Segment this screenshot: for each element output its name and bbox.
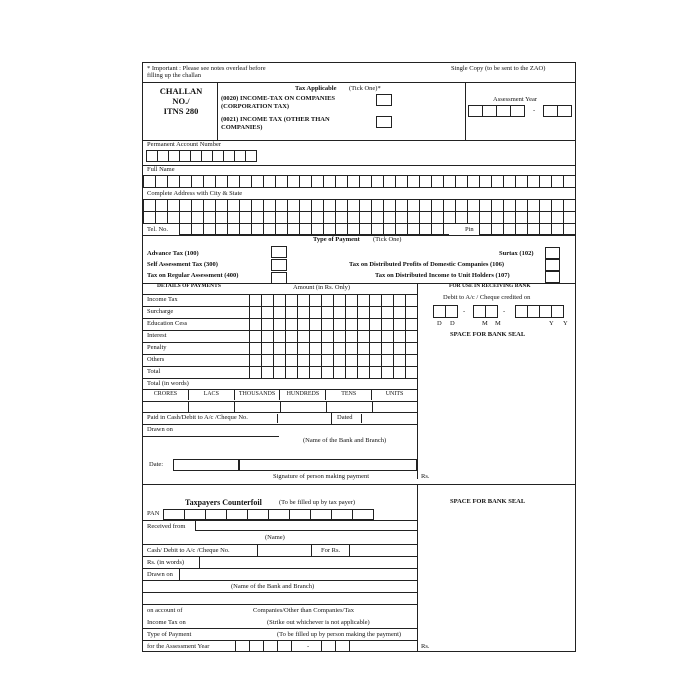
row-others: Others bbox=[147, 356, 165, 363]
row-total-in-words: Total (in words) bbox=[147, 380, 189, 387]
dated-label: Dated bbox=[337, 414, 353, 421]
pan-label: Permanent Account Number bbox=[147, 141, 222, 148]
advance-tax-checkbox[interactable] bbox=[271, 246, 287, 258]
dated-field[interactable] bbox=[361, 414, 417, 423]
rs-label: Rs. bbox=[421, 473, 430, 480]
counterfoil-pan-label: PAN bbox=[147, 510, 160, 517]
counterfoil-bank-seal: SPACE FOR BANK SEAL bbox=[450, 498, 526, 505]
distributed-income-checkbox[interactable] bbox=[545, 271, 560, 283]
date-letter-m2: M bbox=[495, 320, 501, 327]
counterfoil-type-of-payment: Type of Payment bbox=[147, 631, 192, 638]
bank-date-month[interactable] bbox=[473, 305, 497, 318]
date-letter-d1: D bbox=[437, 320, 442, 327]
important-note-line2: filling up the challan bbox=[147, 72, 201, 79]
bank-title: FOR USE IN RECEIVING BANK bbox=[449, 283, 531, 289]
counterfoil-drawn-on-label: Drawn on bbox=[147, 571, 173, 578]
bank-branch-label: (Name of the Bank and Branch) bbox=[303, 437, 387, 444]
divider bbox=[465, 82, 466, 140]
row-penalty: Penalty bbox=[147, 344, 167, 351]
divider bbox=[417, 484, 418, 652]
cash-debit-label: Cash/ Debit to A/c /Cheque No. bbox=[147, 547, 230, 554]
amount-title: Amount (in Rs. Only) bbox=[293, 284, 351, 291]
assessment-year-boxes-end[interactable] bbox=[543, 105, 571, 117]
date-letter-y1: Y bbox=[549, 320, 554, 327]
self-assessment-label: Self Assessment Tax (300) bbox=[147, 261, 218, 268]
paid-in-label: Paid in Cash/Debit to A/c /Cheque No. bbox=[147, 414, 248, 421]
bank-seal-space: SPACE FOR BANK SEAL bbox=[450, 331, 526, 338]
full-name-boxes[interactable] bbox=[143, 175, 575, 188]
tax-option-0020-line1: (0020) INCOME-TAX ON COMPANIES bbox=[221, 95, 336, 102]
divider bbox=[417, 283, 418, 479]
self-assessment-checkbox[interactable] bbox=[271, 259, 287, 271]
tel-boxes[interactable] bbox=[179, 223, 449, 235]
challan-title-line2: NO./ bbox=[172, 96, 190, 106]
divider bbox=[143, 484, 575, 485]
received-from-label: Received from bbox=[147, 523, 186, 530]
denomination-units: UNITS bbox=[385, 391, 404, 397]
pan-boxes[interactable] bbox=[146, 150, 256, 162]
type-of-payment-title: Type of Payment bbox=[313, 236, 360, 243]
divider bbox=[143, 165, 575, 166]
counterfoil-assessment-year-boxes[interactable] bbox=[235, 640, 291, 652]
bank-date-year[interactable] bbox=[515, 305, 563, 318]
row-surcharge: Surcharge bbox=[147, 308, 174, 315]
pin-label: Pin bbox=[465, 226, 474, 233]
denomination-hundreds: HUNDREDS bbox=[280, 389, 326, 400]
counterfoil-bank-branch: (Name of the Bank and Branch) bbox=[231, 583, 315, 590]
date-letter-y2: Y bbox=[563, 320, 568, 327]
counterfoil-name-label: (Name) bbox=[265, 534, 285, 541]
tax-option-0021-line2: COMPANIES) bbox=[221, 124, 263, 131]
counterfoil-pan-boxes[interactable] bbox=[163, 509, 373, 520]
tax-applicable-tick-note: (Tick One)* bbox=[349, 85, 381, 92]
drawn-on-label: Drawn on bbox=[147, 426, 173, 433]
for-rs-label: For Rs. bbox=[321, 547, 341, 554]
counterfoil-assessment-year-boxes-end[interactable] bbox=[321, 640, 349, 652]
surtax-checkbox[interactable] bbox=[545, 247, 560, 259]
challan-title-line3: ITNS 280 bbox=[163, 106, 199, 116]
tax-option-0021-line1: (0021) INCOME TAX (OTHER THAN bbox=[221, 116, 330, 123]
on-account-label: on account of bbox=[147, 607, 183, 614]
important-note-line1: * Important : Please see notes overleaf before bbox=[147, 65, 266, 72]
pin-boxes[interactable] bbox=[479, 223, 575, 235]
distributed-profits-checkbox[interactable] bbox=[545, 259, 560, 271]
challan-form bbox=[142, 62, 576, 652]
date-field[interactable] bbox=[173, 459, 239, 471]
strike-out-note: (Strike out whichever is not applicable) bbox=[267, 619, 370, 626]
denomination-lacs: LACS bbox=[189, 389, 235, 400]
divider bbox=[217, 82, 218, 140]
row-interest: Interest bbox=[147, 332, 167, 339]
counterfoil-subtitle: (To be filled up by tax payer) bbox=[279, 499, 356, 506]
row-income-tax: Income Tax bbox=[147, 296, 178, 303]
tax-option-0020-checkbox[interactable] bbox=[376, 94, 392, 106]
tax-applicable-title: Tax Applicable bbox=[295, 85, 337, 92]
denominations-row bbox=[143, 389, 417, 400]
denomination-values[interactable] bbox=[143, 401, 417, 412]
date-letter-m1: M bbox=[482, 320, 488, 327]
advance-tax-label: Advance Tax (100) bbox=[147, 250, 199, 257]
denomination-thousands: THOUSANDS bbox=[235, 389, 281, 400]
assessment-year-label: Assessment Year bbox=[493, 96, 538, 103]
cheque-number-field[interactable] bbox=[277, 414, 331, 423]
address-boxes[interactable] bbox=[143, 199, 575, 224]
surtax-label: Surtax (102) bbox=[499, 250, 534, 257]
rs-in-words-label: Rs. (in words) bbox=[147, 559, 185, 566]
bank-date-dash-2: - bbox=[503, 308, 506, 315]
address-label: Complete Address with City & State bbox=[147, 190, 243, 197]
bank-date-day[interactable] bbox=[433, 305, 457, 318]
counterfoil-rs-label: Rs. bbox=[421, 643, 430, 650]
challan-title bbox=[147, 86, 215, 116]
counterfoil-title: Taxpayers Counterfoil bbox=[185, 498, 262, 507]
signature-label: Signature of person making payment bbox=[273, 473, 370, 480]
challan-title-line1: CHALLAN bbox=[159, 86, 203, 96]
details-title: DETAILS OF PAYMENTS bbox=[157, 283, 221, 289]
full-name-label: Full Name bbox=[147, 166, 175, 173]
type-of-payment-tick: (Tick One) bbox=[373, 236, 402, 243]
tel-label: Tel. No. bbox=[147, 226, 169, 233]
income-tax-on-label: Income Tax on bbox=[147, 619, 186, 626]
counterfoil-year-dash: - bbox=[307, 643, 310, 650]
amount-grid[interactable] bbox=[249, 294, 417, 378]
row-total: Total bbox=[147, 368, 161, 375]
date-letter-d2: D bbox=[450, 320, 455, 327]
denomination-crores: CRORES bbox=[143, 389, 189, 400]
bank-date-dash-1: - bbox=[463, 308, 466, 315]
regular-assessment-label: Tax on Regular Assessment (400) bbox=[147, 272, 239, 279]
tax-option-0021-checkbox[interactable] bbox=[376, 116, 392, 128]
denomination-tens: TENS bbox=[326, 389, 372, 400]
single-copy-note: Single Copy (to be sent to the ZAO) bbox=[451, 65, 546, 72]
date-label: Date: bbox=[149, 461, 164, 468]
assessment-year-dash: - bbox=[533, 107, 536, 114]
distributed-income-label: Tax on Distributed Income to Unit Holders (107) bbox=[375, 272, 510, 279]
distributed-profits-label: Tax on Distributed Profits of Domestic Companies (106) bbox=[349, 261, 505, 268]
row-education-cess: Education Cess bbox=[147, 320, 188, 327]
counterfoil-assessment-year-label: for the Assessment Year bbox=[147, 643, 210, 650]
bank-debit-line: Debit to A/c / Cheque credited on bbox=[443, 294, 531, 301]
filled-by-note: (To be filled up by person making the payment) bbox=[277, 631, 402, 638]
tax-option-0020-line2: (CORPORATION TAX) bbox=[221, 103, 290, 110]
companies-label: Companies/Other than Companies/Tax bbox=[253, 607, 354, 614]
divider bbox=[143, 82, 575, 83]
signature-field[interactable] bbox=[239, 459, 417, 471]
assessment-year-boxes[interactable] bbox=[468, 105, 524, 117]
